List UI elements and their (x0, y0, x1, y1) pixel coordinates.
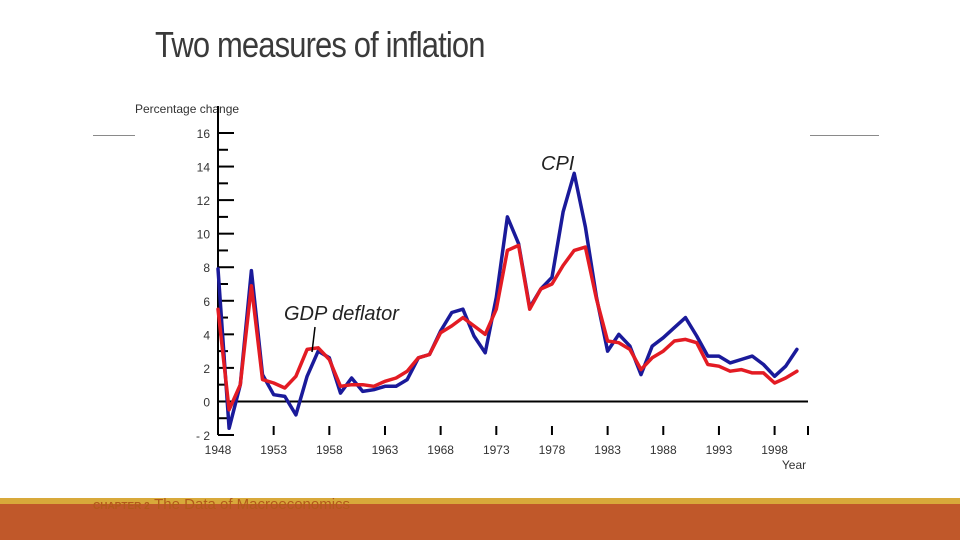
y-tick-label: 12 (196, 194, 210, 209)
x-tick-label: 1988 (649, 443, 677, 457)
x-axis-label: Year (781, 458, 807, 472)
x-tick-label: 1953 (260, 443, 288, 457)
x-tick-label: 1958 (315, 443, 343, 457)
x-tick-label: 1968 (427, 443, 454, 457)
y-tick-label: 8 (203, 261, 210, 276)
annotation-cpi: CPI (541, 153, 575, 175)
y-tick-label: - 2 (195, 429, 210, 443)
y-tick-label: 0 (203, 395, 210, 410)
footer-caption (93, 496, 350, 514)
chart-annotations (284, 153, 575, 352)
footer-chapter: CHAPTER 2 (93, 501, 150, 512)
y-tick-label: 14 (196, 160, 210, 175)
chart-ticks (196, 127, 808, 457)
x-tick-label: 1998 (761, 443, 788, 457)
slide-title: Two measures of inflation (155, 24, 485, 65)
x-tick-label: 1983 (594, 443, 621, 457)
x-tick-label: 1948 (204, 443, 232, 457)
y-tick-label: 16 (196, 127, 210, 141)
series-line-cpi (218, 173, 797, 428)
y-tick-label: 4 (203, 328, 210, 343)
y-tick-label: 10 (196, 227, 210, 242)
x-tick-label: 1993 (705, 443, 733, 457)
y-tick-label: 6 (203, 294, 210, 309)
chart-axes (218, 106, 808, 435)
footer-title: The Data of Macroeconomics (154, 496, 351, 513)
y-axis-label: Percentage change (135, 102, 240, 116)
y-tick-label: 2 (203, 361, 210, 376)
x-tick-label: 1973 (482, 443, 510, 457)
x-tick-label: 1978 (538, 443, 566, 457)
chart-series (218, 173, 797, 428)
annotation-gdp-deflator: GDP deflator (284, 303, 399, 325)
x-tick-label: 1963 (371, 443, 399, 457)
